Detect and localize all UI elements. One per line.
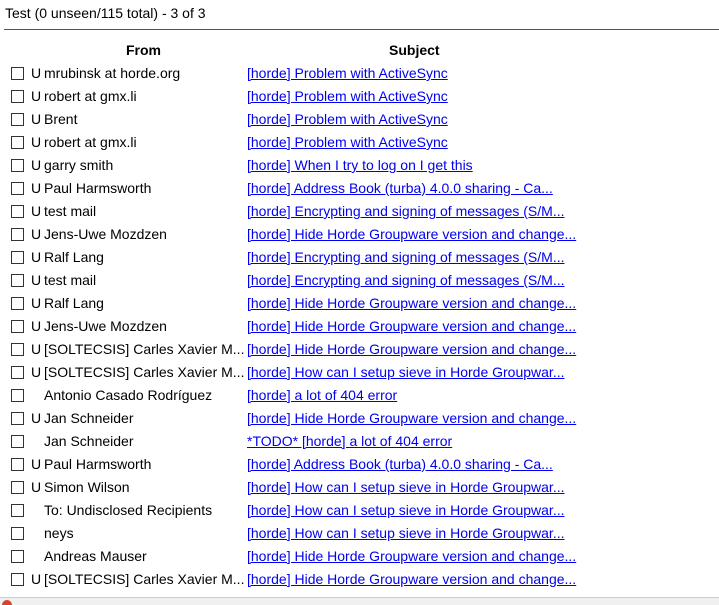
message-subject-link[interactable]: [horde] Hide Horde Groupware version and change...	[247, 295, 577, 311]
message-row[interactable]	[0, 131, 719, 154]
message-row[interactable]	[0, 407, 719, 430]
unseen-flag: U	[31, 456, 42, 472]
message-row[interactable]	[0, 568, 719, 591]
message-from: mrubinsk at horde.org	[44, 65, 181, 81]
message-select-checkbox[interactable]	[11, 573, 24, 586]
message-subject-link[interactable]: [horde] Encrypting and signing of messages (S/M...	[247, 249, 565, 265]
message-subject-link[interactable]: [horde] Hide Horde Groupware version and change...	[247, 571, 577, 587]
message-select-checkbox[interactable]	[11, 320, 24, 333]
message-select-checkbox[interactable]	[11, 458, 24, 471]
unseen-flag: U	[31, 111, 42, 127]
message-select-checkbox[interactable]	[11, 90, 24, 103]
message-subject-link[interactable]: [horde] Address Book (turba) 4.0.0 sharing - Ca...	[247, 456, 553, 472]
unseen-flag: U	[31, 318, 42, 334]
message-from: [SOLTECSIS] Carles Xavier M...	[44, 571, 244, 587]
message-from: Andreas Mauser	[44, 548, 147, 564]
message-select-checkbox[interactable]	[11, 343, 24, 356]
message-select-checkbox[interactable]	[11, 366, 24, 379]
message-subject-link[interactable]: [horde] Problem with ActiveSync	[247, 111, 448, 127]
message-from: [SOLTECSIS] Carles Xavier M...	[44, 364, 244, 380]
unseen-flag: U	[31, 226, 42, 242]
message-subject-link[interactable]: [horde] Encrypting and signing of messages (S/M...	[247, 203, 565, 219]
message-select-checkbox[interactable]	[11, 205, 24, 218]
message-from: neys	[44, 525, 74, 541]
unseen-flag: U	[31, 88, 42, 104]
message-select-checkbox[interactable]	[11, 67, 24, 80]
message-from: Antonio Casado Rodríguez	[44, 387, 213, 403]
unseen-flag: U	[31, 157, 42, 173]
message-row[interactable]	[0, 384, 719, 407]
message-from: Jan Schneider	[44, 410, 134, 426]
message-row[interactable]	[0, 223, 719, 246]
message-subject-link[interactable]: *TODO* [horde] a lot of 404 error	[247, 433, 453, 449]
status-indicator-icon	[2, 600, 12, 605]
message-row[interactable]	[0, 269, 719, 292]
message-subject-link[interactable]: [horde] Problem with ActiveSync	[247, 134, 448, 150]
message-subject-link[interactable]: [horde] Address Book (turba) 4.0.0 sharing - Ca...	[247, 180, 553, 196]
mailbox-title: Test (0 unseen/115 total) - 3 of 3	[5, 5, 206, 21]
message-from: Ralf Lang	[44, 295, 104, 311]
message-row[interactable]	[0, 246, 719, 269]
message-from: Ralf Lang	[44, 249, 104, 265]
message-row[interactable]	[0, 361, 719, 384]
message-subject-link[interactable]: [horde] Hide Horde Groupware version and change...	[247, 548, 577, 564]
message-row[interactable]	[0, 62, 719, 85]
message-subject-link[interactable]: [horde] How can I setup sieve in Horde Groupwar...	[247, 502, 565, 518]
message-from: [SOLTECSIS] Carles Xavier M...	[44, 341, 244, 357]
message-from: To: Undisclosed Recipients	[44, 502, 213, 518]
message-subject-link[interactable]: [horde] Hide Horde Groupware version and change...	[247, 341, 577, 357]
message-row[interactable]	[0, 292, 719, 315]
message-from: robert at gmx.li	[44, 88, 137, 104]
unseen-flag: U	[31, 410, 42, 426]
message-from: Paul Harmsworth	[44, 456, 152, 472]
message-subject-link[interactable]: [horde] When I try to log on I get this	[247, 157, 473, 173]
message-select-checkbox[interactable]	[11, 297, 24, 310]
unseen-flag: U	[31, 203, 42, 219]
message-select-checkbox[interactable]	[11, 412, 24, 425]
message-subject-link[interactable]: [horde] Encrypting and signing of messages (S/M...	[247, 272, 565, 288]
unseen-flag: U	[31, 249, 42, 265]
message-from: test mail	[44, 272, 97, 288]
message-row[interactable]	[0, 476, 719, 499]
message-subject-link[interactable]: [horde] How can I setup sieve in Horde Groupwar...	[247, 525, 565, 541]
unseen-flag: U	[31, 341, 42, 357]
message-subject-link[interactable]: [horde] How can I setup sieve in Horde Groupwar...	[247, 479, 565, 495]
message-from: Jens-Uwe Mozdzen	[44, 318, 167, 334]
unseen-flag: U	[31, 295, 42, 311]
bottom-status-bar	[0, 597, 719, 605]
message-from: Simon Wilson	[44, 479, 130, 495]
header-divider	[4, 29, 719, 30]
message-from: test mail	[44, 203, 97, 219]
message-row[interactable]	[0, 200, 719, 223]
unseen-flag: U	[31, 272, 42, 288]
message-row[interactable]	[0, 85, 719, 108]
message-select-checkbox[interactable]	[11, 550, 24, 563]
message-select-checkbox[interactable]	[11, 228, 24, 241]
message-select-checkbox[interactable]	[11, 481, 24, 494]
message-row[interactable]	[0, 522, 719, 545]
message-select-checkbox[interactable]	[11, 136, 24, 149]
message-row[interactable]	[0, 338, 719, 361]
message-from: garry smith	[44, 157, 114, 173]
unseen-flag: U	[31, 571, 42, 587]
message-select-checkbox[interactable]	[11, 182, 24, 195]
message-subject-link[interactable]: [horde] Hide Horde Groupware version and change...	[247, 226, 577, 242]
message-row[interactable]	[0, 545, 719, 568]
message-select-checkbox[interactable]	[11, 274, 24, 287]
unseen-flag: U	[31, 65, 42, 81]
message-subject-link[interactable]: [horde] a lot of 404 error	[247, 387, 398, 403]
unseen-flag: U	[31, 479, 42, 495]
message-subject-link[interactable]: [horde] Hide Horde Groupware version and change...	[247, 318, 577, 334]
message-row[interactable]	[0, 177, 719, 200]
message-from: Brent	[44, 111, 78, 127]
message-subject-link[interactable]: [horde] How can I setup sieve in Horde Groupwar...	[247, 364, 565, 380]
message-from: Paul Harmsworth	[44, 180, 152, 196]
message-row[interactable]	[0, 453, 719, 476]
message-select-checkbox[interactable]	[11, 504, 24, 517]
message-from: robert at gmx.li	[44, 134, 137, 150]
unseen-flag: U	[31, 134, 42, 150]
message-subject-link[interactable]: [horde] Problem with ActiveSync	[247, 65, 448, 81]
message-row[interactable]	[0, 315, 719, 338]
message-subject-link[interactable]: [horde] Problem with ActiveSync	[247, 88, 448, 104]
unseen-flag: U	[31, 180, 42, 196]
message-from: Jens-Uwe Mozdzen	[44, 226, 167, 242]
message-select-checkbox[interactable]	[11, 389, 24, 402]
message-select-checkbox[interactable]	[11, 527, 24, 540]
message-subject-link[interactable]: [horde] Hide Horde Groupware version and change...	[247, 410, 577, 426]
message-select-checkbox[interactable]	[11, 159, 24, 172]
unseen-flag: U	[31, 364, 42, 380]
message-row[interactable]	[0, 108, 719, 131]
message-row[interactable]	[0, 154, 719, 177]
column-header-subject[interactable]: Subject	[389, 42, 440, 58]
message-from: Jan Schneider	[44, 433, 134, 449]
column-header-from[interactable]: From	[126, 42, 161, 58]
message-select-checkbox[interactable]	[11, 113, 24, 126]
message-row[interactable]	[0, 499, 719, 522]
message-list	[0, 62, 719, 591]
message-row[interactable]	[0, 430, 719, 453]
message-select-checkbox[interactable]	[11, 435, 24, 448]
message-select-checkbox[interactable]	[11, 251, 24, 264]
